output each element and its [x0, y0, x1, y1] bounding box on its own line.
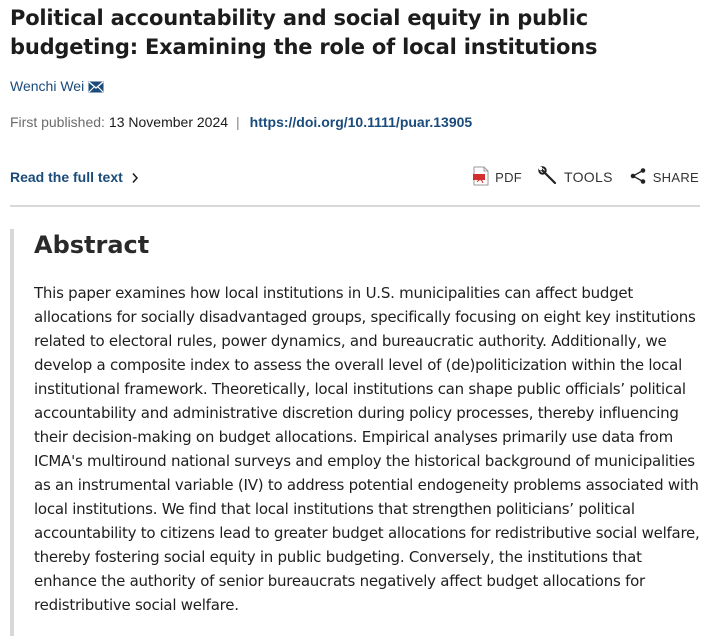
share-label: SHARE: [652, 169, 699, 185]
read-full-text-label: Read the full text: [10, 169, 123, 185]
first-published-date: 13 November 2024: [108, 114, 229, 130]
wrench-icon: [538, 166, 558, 189]
divider: [10, 205, 700, 207]
abstract-text: This paper examines how local institutions in U.S. municipalities can affect budget allocations for socially disadvantaged groups, specifically focusing on eight key institutions related to electoral rules, power dynamics, and bureaucratic authority. Additionally, we develop a composite index to assess the overall level of (de)politicization within the local institutional framework. Theoretically, local institutions can shape public officials’ political accountability and administrative discretion during policy processes, thereby influencing their decision-making on budget allocations. Empirical analyses primarily use data from ICMA's multiround national surveys and employ the historical background of municipalities as an instrumental variable (IV) to address potential endogeneity problems associated with local institutions. We find that local institutions that strengthen politicians’ political accountability to citizens lead to greater budget allocations for redistributive social welfare, thereby fostering social equity in public budgeting. Conversely, the institutions that enhance the authority of senior bureaucrats negatively affect budget allocations for redistributive social welfare.: [34, 284, 700, 614]
abstract-section: [10, 229, 707, 636]
article-actions: [473, 165, 699, 189]
tools-label: TOOLS: [564, 169, 613, 185]
mail-icon[interactable]: [88, 80, 104, 92]
author-row: [10, 76, 104, 96]
abstract-heading: Abstract: [34, 231, 150, 259]
chevron-right-icon: [131, 171, 139, 183]
pdf-icon: [473, 166, 489, 189]
share-button[interactable]: [629, 167, 699, 188]
separator: |: [236, 114, 240, 130]
article-title: Political accountability and social equity in public budgeting: Examining the role of local institutions: [10, 6, 598, 59]
read-full-text-link[interactable]: [10, 167, 139, 187]
pdf-label: PDF: [495, 169, 522, 185]
pdf-button[interactable]: [473, 166, 522, 189]
tools-button[interactable]: [538, 166, 613, 189]
author-link[interactable]: Wenchi Wei: [10, 78, 85, 94]
doi-link[interactable]: https://doi.org/10.1111/puar.13905: [249, 114, 473, 130]
publication-info: [10, 112, 472, 132]
first-published-label: First published:: [10, 114, 105, 130]
share-icon: [629, 167, 647, 188]
